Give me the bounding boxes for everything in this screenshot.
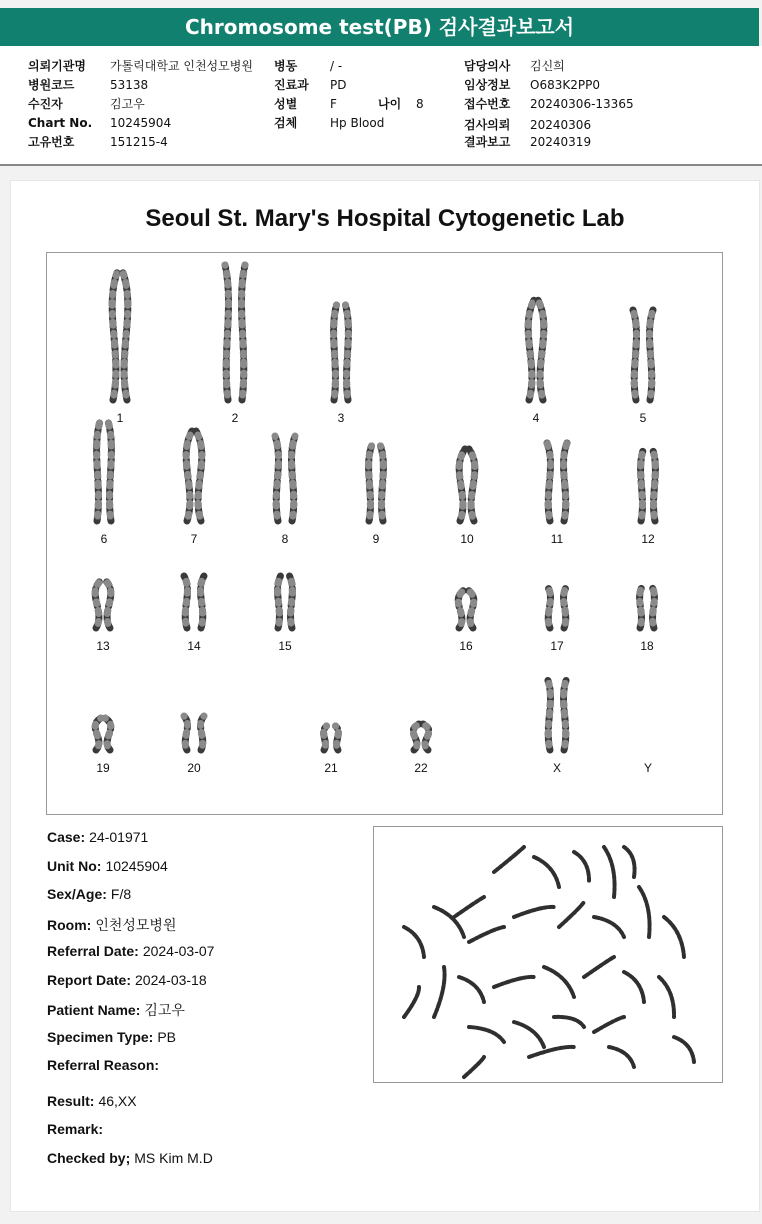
chromosome-band xyxy=(275,436,278,521)
info-row xyxy=(464,76,600,93)
info-row xyxy=(464,133,591,150)
chromosome-label: X xyxy=(552,761,561,775)
chromosome-label: 19 xyxy=(96,761,110,775)
info-row xyxy=(28,116,171,130)
report-field-label: Case: xyxy=(47,829,86,845)
metaphase-chromosome xyxy=(584,957,614,977)
report-field-value: 46,XX xyxy=(98,1093,137,1109)
chromosome-label: 13 xyxy=(96,639,110,653)
metaphase-chromosome xyxy=(534,857,559,887)
chromosome-band xyxy=(186,431,192,521)
report-field xyxy=(47,1000,185,1020)
metaphase-chromosome xyxy=(544,967,574,997)
info-value: O683K2PP0 xyxy=(530,78,600,92)
chromosome-band xyxy=(278,576,281,628)
lab-title: Seoul St. Mary's Hospital Cytogenetic Lab xyxy=(145,205,625,232)
report-field-label: Room: xyxy=(47,917,92,933)
report-field xyxy=(47,943,214,959)
info-value: 151215-4 xyxy=(110,135,168,149)
metaphase-chromosome xyxy=(659,977,674,1017)
report-field-label: Result: xyxy=(47,1093,95,1109)
info-value: 20240306-13365 xyxy=(530,97,634,111)
report-field-value: 2024-03-07 xyxy=(142,943,215,959)
report-field-label: Unit No: xyxy=(47,858,102,874)
report-field-label: Report Date: xyxy=(47,972,132,988)
info-value: 20240306 xyxy=(530,118,592,132)
metaphase-chromosome xyxy=(494,847,524,872)
info-label: 수진자 xyxy=(28,97,63,111)
info-value: Hp Blood xyxy=(330,116,385,130)
metaphase-chromosome xyxy=(459,977,484,1002)
info-row xyxy=(274,76,346,93)
report-field xyxy=(47,1029,176,1045)
metaphase-chromosome xyxy=(529,1047,574,1057)
metaphase-chromosome xyxy=(609,1047,634,1067)
info-row xyxy=(464,116,591,133)
info-label: 성별 xyxy=(274,97,298,111)
report-field-value: 24-01971 xyxy=(89,829,149,845)
info-row xyxy=(28,133,168,150)
metaphase-chromosome xyxy=(664,917,684,957)
report-field-label: Specimen Type: xyxy=(47,1029,154,1045)
info-row xyxy=(464,95,634,112)
report-field-label: Checked by; xyxy=(47,1150,131,1166)
metaphase-chromosome xyxy=(454,897,484,917)
info-label: 접수번호 xyxy=(464,97,511,111)
report-field xyxy=(47,972,207,988)
chromosome-label: 10 xyxy=(460,532,474,546)
info-value: 김신희 xyxy=(530,59,565,73)
chromosome-band xyxy=(292,436,295,521)
metaphase-spread xyxy=(374,827,722,1082)
metaphase-chromosome xyxy=(639,887,650,937)
info-value: 20240319 xyxy=(530,135,592,149)
chromosome-label: 9 xyxy=(372,532,380,546)
info-value: 8 xyxy=(416,97,424,111)
chromosome-label: 2 xyxy=(231,411,239,425)
chromosome-band xyxy=(652,586,655,628)
chromosome-label: 18 xyxy=(640,639,654,653)
report-field xyxy=(47,886,131,902)
chromosome-band xyxy=(290,576,293,628)
metaphase-chromosome xyxy=(434,967,445,1017)
info-row xyxy=(274,95,337,112)
report-field xyxy=(47,915,176,935)
report-field-value: 김고우 xyxy=(144,1002,185,1018)
chromosome-label: 14 xyxy=(187,639,201,653)
chromosome-label: 12 xyxy=(641,532,655,546)
chromosome-band xyxy=(196,431,202,521)
chromosome-band xyxy=(184,576,187,628)
info-row xyxy=(28,95,145,112)
metaphase-chromosome xyxy=(494,977,534,987)
chromosome-label: 7 xyxy=(190,532,198,546)
report-header-title: Chromosome test(PB) 검사결과보고서 xyxy=(0,8,759,46)
chromosome-label: 15 xyxy=(278,639,292,653)
info-label: Chart No. xyxy=(28,116,93,130)
metaphase-chromosome xyxy=(624,972,644,1002)
report-field-value: 10245904 xyxy=(105,858,168,874)
report-field xyxy=(47,829,148,845)
info-label: 나이 xyxy=(378,97,402,111)
info-value: / - xyxy=(330,59,343,73)
info-row xyxy=(464,57,565,74)
cytogenetic-report xyxy=(10,180,760,1212)
info-label: 고유번호 xyxy=(28,135,75,149)
info-value: F xyxy=(330,97,337,111)
metaphase-chromosome xyxy=(574,852,589,882)
chromosome-band xyxy=(225,265,228,400)
chromosome-label: 17 xyxy=(550,639,564,653)
report-field xyxy=(47,1093,137,1109)
report-field xyxy=(47,1057,163,1073)
report-field-label: Sex/Age: xyxy=(47,886,107,902)
info-label: 임상정보 xyxy=(464,78,511,92)
report-field-value: 2024-03-18 xyxy=(135,972,207,988)
chromosome-band xyxy=(242,265,245,400)
info-label: 진료과 xyxy=(274,78,309,92)
report-field-value: PB xyxy=(157,1029,177,1045)
metaphase-chromosome xyxy=(674,1037,694,1062)
chromosome-label: 11 xyxy=(550,532,564,546)
report-field-value: 인천성모병원 xyxy=(95,917,177,933)
chromosome-label: 16 xyxy=(459,639,473,653)
info-row xyxy=(274,57,342,74)
metaphase-chromosome xyxy=(469,927,504,942)
report-field-label: Referral Reason: xyxy=(47,1057,160,1073)
chromosome-label: 20 xyxy=(187,761,201,775)
info-label: 검사의뢰 xyxy=(464,118,511,132)
info-label: 결과보고 xyxy=(464,135,511,149)
chromosome-label: 1 xyxy=(116,411,124,425)
metaphase-chromosome xyxy=(469,1027,504,1042)
chromosome-band xyxy=(336,726,339,750)
info-row xyxy=(274,114,384,131)
report-field-value: MS Kim M.D xyxy=(134,1150,213,1166)
chromosome-label: 8 xyxy=(281,532,289,546)
info-value: 가톨릭대학교 인천성모병원 xyxy=(110,59,253,73)
chromosome-band xyxy=(650,310,653,400)
info-label: 담당의사 xyxy=(464,59,511,73)
info-label: 의뢰기관명 xyxy=(28,59,86,73)
chromosome-label: 4 xyxy=(532,411,540,425)
metaphase-chromosome xyxy=(624,847,635,877)
report-field-label: Remark: xyxy=(47,1121,104,1137)
karyotype-panel xyxy=(46,252,723,815)
info-label: 병동 xyxy=(274,59,298,73)
report-field-value: F/8 xyxy=(110,886,132,902)
chromosome-band xyxy=(633,310,636,400)
chromosome-band xyxy=(201,576,204,628)
report-field xyxy=(47,1150,213,1166)
chromosome-label: 5 xyxy=(639,411,647,425)
report-field xyxy=(47,1121,107,1137)
metaphase-chromosome xyxy=(404,987,419,1017)
chromosome-pairs xyxy=(95,265,655,750)
patient-info-panel xyxy=(0,46,762,166)
chromosome-label: Y xyxy=(643,761,652,775)
metaphase-chromosome xyxy=(594,917,624,937)
metaphase-spread-image xyxy=(373,826,723,1083)
info-value: 53138 xyxy=(110,78,149,92)
info-row xyxy=(28,57,253,74)
metaphase-chromosome xyxy=(514,907,554,917)
info-value: 10245904 xyxy=(110,116,172,130)
info-label: 검체 xyxy=(274,116,298,130)
chromosome-band xyxy=(458,590,464,628)
chromosome-band xyxy=(95,580,101,628)
metaphase-chromosome xyxy=(514,1022,544,1047)
chromosome-label: 21 xyxy=(324,761,338,775)
chromosome-label: 3 xyxy=(337,411,345,425)
chromosome-band xyxy=(324,726,327,750)
metaphase-chromosome xyxy=(554,1017,584,1027)
info-row-age xyxy=(378,95,424,112)
metaphase-chromosome xyxy=(404,927,424,957)
report-field xyxy=(47,858,168,874)
chromosome-band xyxy=(640,586,643,628)
chromosome-band xyxy=(468,590,474,628)
info-label: 병원코드 xyxy=(28,78,75,92)
info-value: 김고우 xyxy=(110,97,145,111)
report-field-label: Patient Name: xyxy=(47,1002,141,1018)
info-row xyxy=(28,76,148,93)
metaphase-chromosome xyxy=(604,847,615,897)
info-value: PD xyxy=(330,78,347,92)
report-field-label: Referral Date: xyxy=(47,943,139,959)
metaphase-chromosome xyxy=(594,1017,624,1032)
chromosome-label: 6 xyxy=(100,532,108,546)
metaphase-chromosome xyxy=(464,1057,484,1077)
chromosome-band xyxy=(109,423,112,521)
chromosome-band xyxy=(97,423,100,521)
chromosome-label: 22 xyxy=(414,761,428,775)
chromosome-band xyxy=(105,580,111,628)
metaphase-chromosome xyxy=(559,902,584,927)
